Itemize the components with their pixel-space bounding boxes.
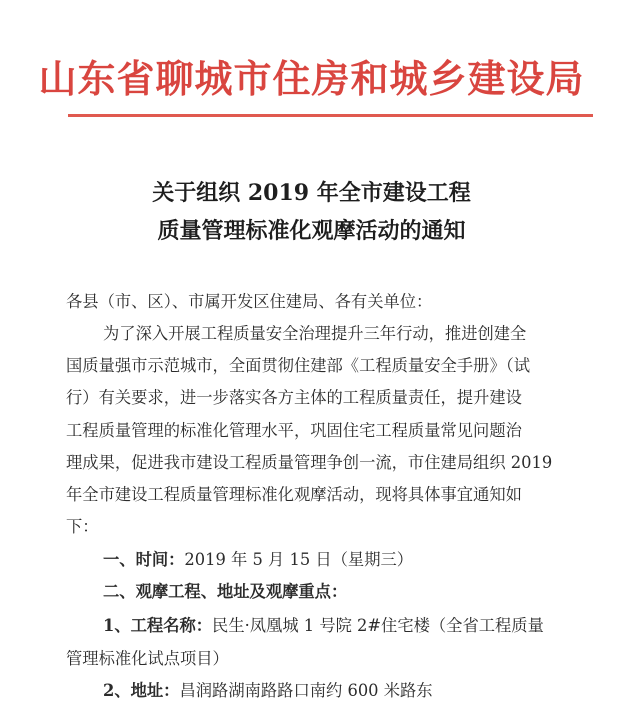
- section-time-label: 一、时间：: [103, 550, 185, 569]
- body-line: 国质量强市示范城市，全面贯彻住建部《工程质量安全手册》（试: [66, 356, 531, 375]
- item-project-name-cont: 管理标准化试点项目）: [66, 649, 229, 668]
- body-line: 年全市建设工程质量管理标准化观摩活动，现将具体事宜通知如: [66, 485, 522, 504]
- body-line: 理成果，促进我市建设工程质量管理争创一流，市住建局组织 2019: [66, 453, 553, 472]
- body-line: 行）有关要求，进一步落实各方主体的工程质量责任，提升建设: [66, 388, 522, 407]
- section-time-value: 2019 年 5 月 15 日（星期三）: [184, 550, 414, 569]
- letterhead-red-rule: [68, 114, 593, 117]
- salutation: 各县（市、区）、市属开发区住建局、各有关单位：: [66, 292, 433, 311]
- notice-title-line1: 关于组织 2019 年全市建设工程: [152, 180, 471, 206]
- item-address-value: 昌润路湖南路路口南约 600 米路东: [179, 681, 433, 700]
- item-project-name: [103, 612, 544, 636]
- body-line: 为了深入开展工程质量安全治理提升三年行动，推进创建全: [103, 324, 527, 343]
- item-project-name-label: 1、工程名称：: [103, 616, 213, 635]
- section-sites-heading: 二、观摩工程、地址及观摩重点：: [103, 582, 348, 601]
- letterhead-agency-name: 山东省聊城市住房和城乡建设局: [38, 56, 585, 101]
- notice-title-line2: 质量管理标准化观摩活动的通知: [157, 218, 466, 244]
- section-time: [103, 546, 413, 570]
- item-address: [103, 677, 433, 701]
- body-line: 下：: [66, 517, 99, 536]
- item-address-label: 2、地址：: [103, 681, 180, 700]
- body-line: 工程质量管理的标准化管理水平，巩固住宅工程质量常见问题治: [66, 421, 522, 440]
- item-project-name-value: 民生·凤凰城 1 号院 2#住宅楼（全省工程质量: [212, 616, 544, 635]
